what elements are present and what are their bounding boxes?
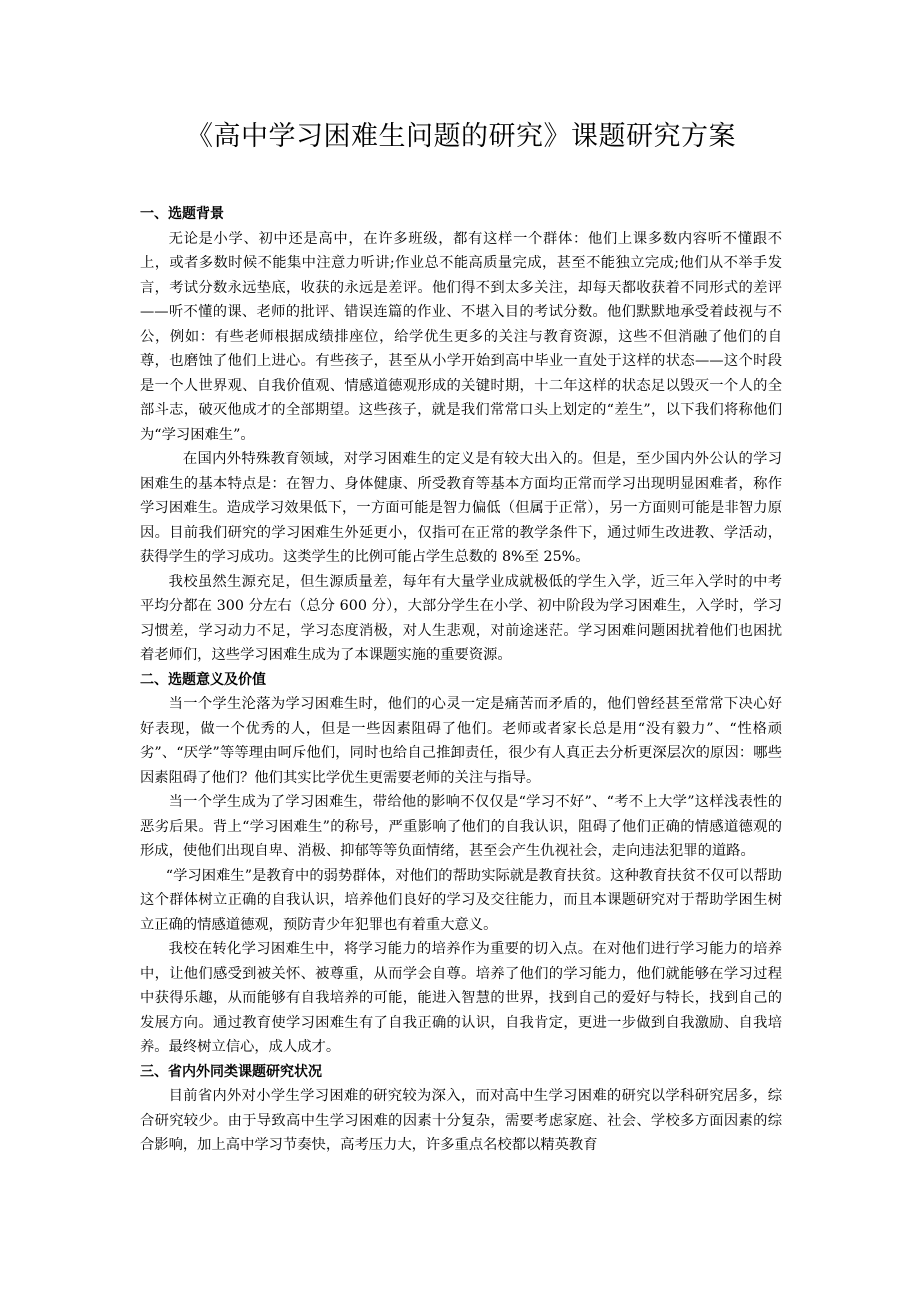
document-body [140, 112, 782, 1158]
paragraph: 我校虽然生源充足，但生源质量差，每年有大量学业成就极低的学生入学，近三年入学时的中考平均分都在 300 分左右（总分 600 分），大部分学生在小学、初中阶段为学习困难生，入学时，学习习惯差，学习动力不足，学习态度消极，对人生悲观，对前途迷茫。学习困难问题困扰着他们也困扰着老师们，这些学习困难生成为了本课题实施的重要资源。 [140, 573, 782, 663]
paragraph: 当一个学生沦落为学习困难生时，他们的心灵一定是痛苦而矛盾的，他们曾经甚至常常下决心好好表现，做一个优秀的人，但是一些因素阻碍了他们。老师或者家长总是用“没有毅力”、“性格顽劣”、“厌学”等等理由呵斥他们，同时也给自己推卸责任，很少有人真正去分析更深层次的原因：哪些因素阻碍了他们？他们其实比学优生更需要老师的关注与指导。 [140, 696, 782, 786]
section-research-status [140, 1060, 782, 1158]
paragraph: “学习困难生”是教育中的弱势群体，对他们的帮助实际就是教育扶贫。这种教育扶贫不仅可以帮助这个群体树立正确的自我认识，培养他们良好的学习及交往能力，而且本课题研究对于帮助学困生树立正确的情感道德观，预防青少年犯罪也有着重大意义。 [140, 867, 782, 933]
section-background [140, 202, 782, 668]
paragraph: 目前省内外对小学生学习困难的研究较为深入，而对高中生学习困难的研究以学科研究居多，综合研究较少。由于导致高中生学习困难的因素十分复杂，需要考虑家庭、社会、学校多方面因素的综合影响，加上高中学习节奏快，高考压力大，许多重点名校都以精英教育 [140, 1088, 782, 1153]
paragraph: 当一个学生成为了学习困难生，带给他的影响不仅仅是“学习不好”、“考不上大学”这样浅表性的恶劣后果。背上“学习困难生”的称号，严重影响了他们的自我认识，阻碍了他们正确的情感道德观的形成，使他们出现自卑、消极、抑郁等等负面情绪，甚至会产生仇视社会，走向违法犯罪的道路。 [140, 794, 782, 859]
paragraph: 我校在转化学习困难生中，将学习能力的培养作为重要的切入点。在对他们进行学习能力的培养中，让他们感受到被关怀、被尊重，从而学会自尊。培养了他们的学习能力，他们就能够在学习过程中获得乐趣，从而能够有自我培养的可能，能进入智慧的世界，找到自己的爱好与特长，找到自己的发展方向。通过教育使学习困难生有了自我正确的认识，自我肯定，更进一步做到自我激励、自我培养。最终树立信心，成人成才。 [140, 941, 782, 1055]
section-heading: 二、选题意义及价值 [140, 671, 266, 688]
section-heading: 三、省内外同类课题研究状况 [140, 1063, 322, 1080]
paragraph: 在国内外特殊教育领域，对学习困难生的定义是有较大出入的。但是，至少国内外公认的学习困难生的基本特点是：在智力、身体健康、所受教育等基本方面均正常而学习出现明显困难者，称作学习困难生。造成学习效果低下，一方面可能是智力偏低（但属于正常），另一方面则可能是非智力原因。目前我们研究的学习困难生外延更小，仅指可在正常的教学条件下，通过师生改进教、学活动，获得学生的学习成功。这类学生的比例可能占学生总数的 8%至 25%。 [140, 451, 782, 565]
document-title: 《高中学习困难生问题的研究》课题研究方案 [186, 121, 736, 152]
section-significance [140, 668, 782, 1060]
section-heading: 一、选题背景 [140, 206, 224, 222]
paragraph: 无论是小学、初中还是高中，在许多班级，都有这样一个群体：他们上课多数内容听不懂跟不上，或者多数时候不能集中注意力听讲;作业总不能高质量完成，甚至不能独立完成;他们从不举手发言，考试分数永远垫底，收获的永远是差评。他们得不到太多关注，却每天都收获着不同形式的差评——听不懂的课、老师的批评、错误连篇的作业、不堪入目的考试分数。他们默默地承受着歧视与不公，例如：有些老师根据成绩排座位，给学优生更多的关注与教育资源，这些不但消融了他们的自尊，也磨蚀了他们上进心。有些孩子，甚至从小学开始到高中毕业一直处于这样的状态——这个时段是一个人世界观、自我价值观、情感道德观形成的关键时期，十二年这样的状态足以毁灭一个人的全部斗志，破灭他成才的全部期望。这些孩子，就是我们常常口头上划定的“差生”，以下我们将称他们为“学习困难生”。 [140, 230, 782, 443]
